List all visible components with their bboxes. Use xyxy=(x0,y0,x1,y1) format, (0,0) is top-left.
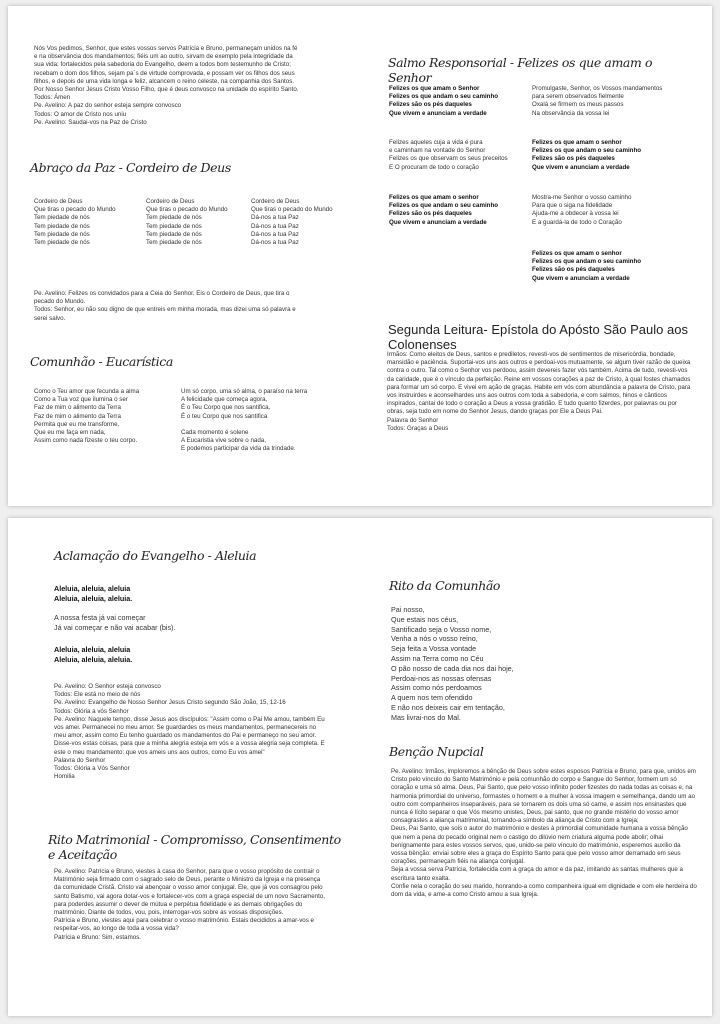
pai-nosso: Pai nosso, Que estais nos céus, Santificado seja o Vosso nome, Venha a nós o vosso reino, Seja feita a Vossa vontade Assim na Terra como no Céu O pão nosso de cada dia nos dai hoje, Perdoai-nos as nossas ofensas Assim como nós perdoamos A quem nos tem ofendido E não nos deixeis cair em tentação, Mas livrai-nos do Mal. xyxy=(391,605,514,722)
rito-matrimonial-title: Rito Matrimonial - Compromisso, Consentimento e Aceitação xyxy=(48,832,341,862)
aclamacao-title: Aclamação do Evangelho - Aleluia xyxy=(54,548,257,563)
comunhao-title: Comunhão - Eucarística xyxy=(30,354,173,369)
rito-matrimonial-body: Pe. Avelino: Patrícia e Bruno, viestes à casa do Senhor, para que o vosso propósito de contrair o Matrimónio seja firmado com o sagrado selo de Deus, perante o Ministro da Igreja e na presença da comunidade Cristã. Cristo vai abençoar o vosso amor conjugal. Ele, que já vos consagrou pelo santo Batismo, vai agora dotar-vos e fortalecer-vos com a graça especial de um novo Sacramento, para poderdes assumir o dever de mútua e perpétua fidelidade e as demais obrigações do matrimónio. Diante de todos, vou, pois, interrogar-vos sobre as vossas disposições. Patrícia e Bruno, viestes aqui para celebrar o vosso matrimónio. Estais decididos a amar-vos e respeitar-vos, ao longo de toda a vossa vida? Patrícia e Bruno: Sim, estamos. xyxy=(54,868,326,941)
bencao-title: Benção Nupcial xyxy=(389,744,484,759)
bencao-body: Pe. Avelino: Irmãos, imploremos a bênção de Deus sobre estes esposos Patrícia e Bruno, para que, unidos em Cristo pelo vínculo do Santo Matrimónio e pela comunhão do corpo e Sangue do Senhor, formem um só coração e uma só alma. Deus, Pai Santo, que pelo vosso infinito poder fizestes do nada todas as coisas e, na harmonia primordial do universo, formastes o homem e a mulher à vossa imagem e semelhança, dando um ao outro com companheiros inseparáveis, para se tornarem os dois uma só carne, e assim nos ensinastes que nunca é lícito separar o que Vós mesmo unistes, Deus, pai santo, que no grande mistério do vosso amor consagrastes a aliança matrimonial, tornando-a símbolo da aliança de Cristo com a Igreja; Deus, Pai Santo, que sois o autor do matrimónio e destes à primordial comunidade humana a vossa bênção que nem a pena do pecado original nem o castigo do dilúvio nem criatura alguma pode abolir; olhai benignamente para estes vossos servos, que, unido-se pelo vínculo do matrimónio, esperemos auxílio da vossa bênção: enviai sobre eles a graça do Espírito Santo para que pelo vosso amor derramado em seus corações, permaneçam fiéis na aliança conjugal. Seja a vossa serva Patrícia, fortalecida com a graça do amor e da paz, imitando as santas mulheres que a escritura tanto exalta. Confie nela o coração do seu marido, honrando-a como companheira igual em dignidade e com ele herdeira do dom da vida, e ame-a como Cristo amou a sua Igreja. xyxy=(391,768,697,899)
cordeiro-col-2: Cordeiro de Deus Que tiras o pecado do Mundo Tem piedade de nós Tem piedade de nós Tem piedade de nós Tem piedade de nós xyxy=(146,198,228,247)
page-2 xyxy=(8,518,712,1016)
leitura-title: Segunda Leitura- Epístola do Apósto São Paulo aos Colonenses xyxy=(388,322,688,352)
rito-comunhao-title: Rito da Comunhão xyxy=(389,578,501,593)
festa-verse: A nossa festa já vai começar Já vai começar e não vai acabar (bis). xyxy=(54,613,176,632)
salmo-verse-r1: Promulgaste, Senhor, os Vossos mandamentos para serem observados fielmente Oxalá se firmem os meus passos Na observância da vossa lei xyxy=(532,85,663,117)
cordeiro-col-3: Cordeiro de Deus Que tiras o pecado do Mundo Dá-nos a tua Paz Dá-nos a tua Paz Dá-nos a tua Paz Dá-nos a tua Paz xyxy=(251,198,333,247)
salmo-refrain-2: Felizes os que amam o senhor Felizes os que andam o seu caminho Felizes são os pés daqueles Que vivem e anunciam a verdade xyxy=(532,139,641,171)
salmo-refrain-1: Felizes os que amam o Senhor Felizes os que andam o seu caminho Felizes são os pés daqueles Que vivem e anunciam a verdade xyxy=(389,85,498,117)
comunhao-right: Um só corpo, uma só alma, o paraíso na terra A felicidade que começa agora, É o Teu Corpo que nos santifica, É o teu Corpo que nos santifica Cada momento é solene A Eucaristia vive sobre o nada, E podemos participar da vida da trindade. xyxy=(181,388,308,453)
salmo-verse-r2: Mostra-me Senhor o vosso caminho Para que o siga na fidelidade Ajuda-me a obdecer à vossa lei E a guardá-la de todo o Coração xyxy=(532,194,632,226)
cordeiro-col-1: Cordeiro de Deus Que tiras o pecado do Mundo Tem piedade de nós Tem piedade de nós Tem piedade de nós Tem piedade de nós xyxy=(34,198,116,247)
intro-prayer: Nós Vos pedimos, Senhor, que estes vossos servos Patrícia e Bruno, permaneçam unidos na fé e na observância dos mandamentos; fiéis um ao outro, sirvam de exemplo pela integridade da sua vida; fortalecidos pela sabedoria do Evangelho, deem a todos bom testemunho de Cristo; recebam o dom dos filhos, sejam pa´s de virtude comprovada, e possam ver os filhos dos seus filhos, e depois de uma vida longa e feliz, alcancem o reino celeste, na companhia dos Santos. Por Nosso Senhor Jesus Cristo Vosso Filho, que é deus convosco na unidade do espírito Santo. Todos: Ámen Pe. Avelino: A paz do senhor esteja sempre convosco Todos: O amor de Cristo nos uniu Pe. Avelino: Saudai-vos na Paz de Cristo xyxy=(34,45,299,126)
page-1 xyxy=(8,6,712,506)
comunhao-left: Como o Teu amor que fecunda a alma Como a Tua voz que ilumina o ser Faz de mim o alimento da Terra Faz de mim o alimento da Terra Permita que eu me transforme, Que eu me faça em nada, Assim como nada fizeste o teu corpo. xyxy=(34,388,140,445)
convidados-text: Pe. Avelino: Felizes os convidados para a Ceia do Senhor. Eis o Cordeiro de Deus, que tira o pecado do Mundo. Todos: Senhor, eu não sou digno de que entreis em minha morada, mas dizei uma só palavra e serei salvo. xyxy=(34,290,296,322)
salmo-title: Salmo Responsorial - Felizes os que amam o Senhor xyxy=(388,55,653,85)
salmo-refrain-4: Felizes os que amam o senhor Felizes os que andam o seu caminho Felizes são os pés daqueles Que vivem e anunciam a verdade xyxy=(532,250,641,282)
salmo-verse-l1: Felizes aqueles cuja a vida é pura e caminham na vontade do Senhor Felizes os que observam os seus preceitos E O procuram de todo o coração xyxy=(389,139,508,171)
abraco-title: Abraço da Paz - Cordeiro de Deus xyxy=(30,160,231,175)
evangelho-text: Pe. Avelino: O Senhor esteja convosco Todos: Ele está no meio de nós Pe. Avelino: Evangelho de Nosso Senhor Jesus Cristo segundo São João, 15, 12-16 Todos: Glória a vós Senhor Pe. Avelino: Naquele tempo, disse Jesus aos discípulos: "Assim como o Pai Me amou, também Eu vos amei. Permanecei no meu amor. Se guardardes os meus mandamentos, permanecereis no meu amor, assim como Eu tenho guardado os mandamentos do Pai e permaneço no seu amor. Disse-vos estas coisas, para que a minha alegria esteja em vós e a vossa alegria seja completa. E este o meu mandamento: que vos ameis uns aos outros, como Eu vos amei" Palavra do Senhor Todos: Glória a Vós Senhor Homilia xyxy=(54,683,325,781)
aleluia-2: Aleluia, aleluia, aleluia Aleluia, aleluia, aleluia. xyxy=(54,645,133,664)
salmo-refrain-3: Felizes os que amam o senhor Felizes os que andam o seu caminho Felizes são os pés daqueles Que vivem e anunciam a verdade xyxy=(389,194,498,226)
leitura-body: Irmãos: Como eleitos de Deus, santos e prediletos, revesti-vos de sentimentos de misericórdia, bondade, mansidão e paciência. Suportai-vos uns aos outros e perdoai-vos mutuamente, se algum tiver razão de queixa contra o outro. Tal como o Senhor vos perdoou, assim devereis fazer vós também. Acima de tudo, revesti-vos da caridade, que é o vínculo da perfeição. Reine em vossos corações a paz de Cristo, à qual fostes chamados para formar um só corpo. E vivei em ação de graças. Habite em vós com abundância a palavra de Cristo, para vos instruirdes e aconselhardes uns aos outros com toda a sabedoria, e com salmos, hinos e cânticos inspirados, cantai de todo o coração a Deus a vossa gratidão. E tudo quanto fizerdes, por palavras ou por obras, seja tudo em nome do Senhor Jesus, dando graças por Ele a Deus Pai. Palavra do Senhor Todos: Graças a Deus xyxy=(387,351,691,432)
aleluia-1: Aleluia, aleluia, aleluia Aleluia, aleluia, aleluia. xyxy=(54,584,133,603)
